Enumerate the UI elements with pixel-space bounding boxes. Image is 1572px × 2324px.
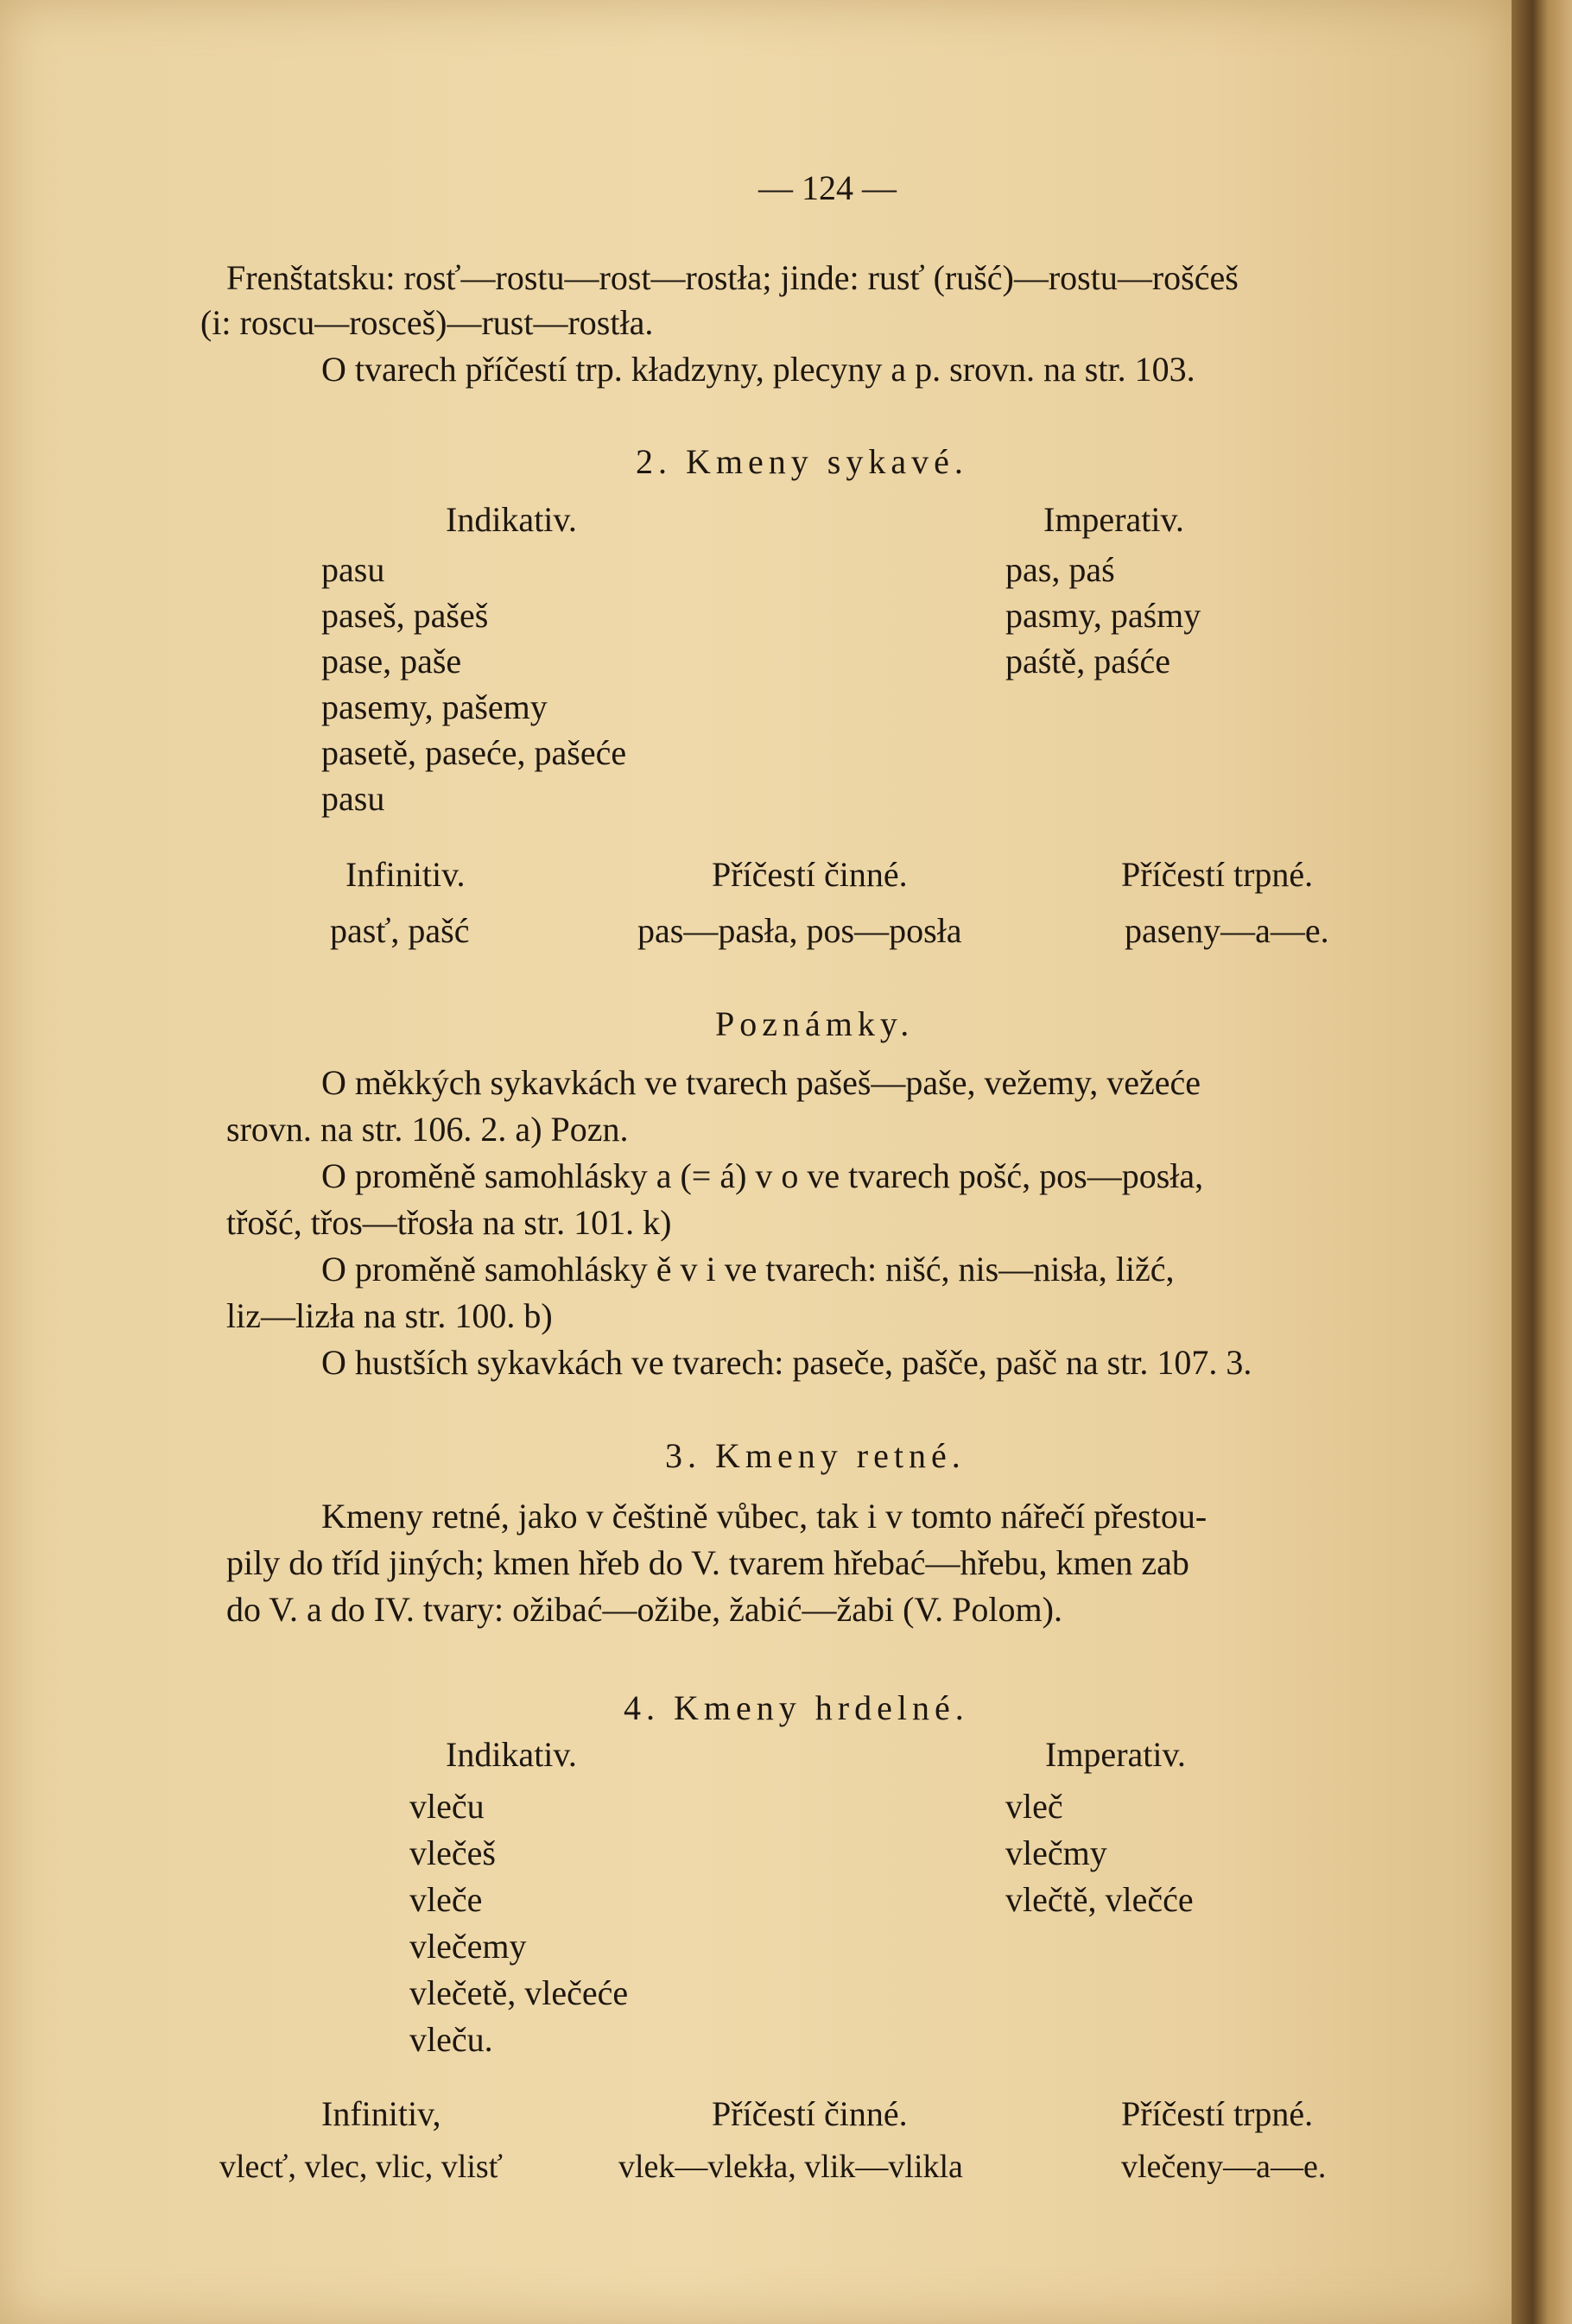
section-2-pricesti-cinne-value: pas—pasła, pos—posła	[637, 911, 962, 950]
section-4-pricesti-cinne-label: Příčestí činné.	[712, 2094, 908, 2133]
section-2-imperativ-row: pas, paś	[1005, 550, 1115, 589]
poznamky-line: třošć, třos—třosła na str. 101. k)	[226, 1203, 672, 1242]
section-2-pricesti-trpne-label: Příčestí trpné.	[1121, 855, 1314, 894]
section-4-indikativ-row: vleču.	[409, 2020, 493, 2059]
poznamky-line: srovn. na str. 106. 2. a) Pozn.	[226, 1110, 629, 1149]
poznamky-line: liz—lizła na str. 100. b)	[226, 1296, 553, 1335]
section-2-indikativ-row: pasu	[321, 779, 385, 818]
section-4-imperativ-row: vlečtě, vlečće	[1005, 1880, 1194, 1919]
section-2-imperativ-label: Imperativ.	[1043, 500, 1184, 539]
section-4-indikativ-label: Indikativ.	[446, 1735, 577, 1774]
section-2-indikativ-row: pasu	[321, 550, 385, 589]
intro-line-2: (i: roscu—rosceš)—rust—rostła.	[200, 303, 654, 342]
section-4-pricesti-trpne-label: Příčestí trpné.	[1121, 2094, 1314, 2133]
section-4-imperativ-row: vlečmy	[1005, 1833, 1107, 1872]
poznamky-line: O měkkých sykavkách ve tvarech pašeš—paše, vežemy, vežeće	[321, 1063, 1201, 1102]
intro-line-3: O tvarech příčestí trp. kładzyny, plecyny a p. srovn. na str. 103.	[321, 350, 1195, 389]
section-2-indikativ-row: pase, paše	[321, 642, 462, 681]
section-2-heading: 2. Kmeny sykavé.	[636, 442, 968, 481]
poznamky-line-text: O proměně samohlásky a (= á) v o ve tvarech pošć, pos—posła,	[321, 1156, 1204, 1195]
poznamky-heading: Poznámky.	[715, 1004, 915, 1043]
section-4-heading: 4. Kmeny hrdelné.	[624, 1688, 969, 1727]
section-2-indikativ-row: paseš, pašeš	[321, 596, 489, 635]
section-4-indikativ-row: vlečeš	[409, 1833, 496, 1872]
section-3-line: pily do tříd jiných; kmen hřeb do V. tvarem hřebać—hřebu, kmen zab	[226, 1543, 1189, 1582]
section-2-infinitiv-value: pasť, pašć	[330, 911, 470, 950]
section-4-indikativ-row: vlečemy	[409, 1927, 527, 1966]
section-3-line: Kmeny retné, jako v češtině vůbec, tak i v tomto nářečí přestou-	[321, 1497, 1208, 1536]
section-2-indikativ-label: Indikativ.	[446, 500, 577, 539]
book-spine	[1512, 0, 1572, 2324]
section-4-indikativ-row: vleče	[409, 1880, 483, 1919]
section-3-heading: 3. Kmeny retné.	[665, 1436, 966, 1475]
section-4-indikativ-row: vlečetě, vlečeće	[409, 1973, 629, 2012]
section-2-infinitiv-label: Infinitiv.	[345, 855, 466, 894]
section-4-imperativ-label: Imperativ.	[1045, 1735, 1186, 1774]
section-2-pricesti-trpne-value: paseny—a—e.	[1125, 911, 1329, 950]
section-2-indikativ-row: pasetě, paseće, pašeće	[321, 733, 627, 772]
page-number: — 124 —	[758, 168, 897, 207]
section-2-imperativ-row: pasmy, paśmy	[1005, 596, 1201, 635]
section-2-pricesti-cinne-label: Příčestí činné.	[712, 855, 908, 894]
section-4-imperativ-row: vleč	[1005, 1787, 1063, 1826]
section-2-imperativ-row: paśtě, paśće	[1005, 642, 1171, 681]
poznamky-line: O hustších sykavkách ve tvarech: paseče, pašče, pašč na str. 107. 3.	[321, 1343, 1252, 1382]
section-4-infinitiv-value: vlecť, vlec, vlic, vlisť	[219, 2149, 503, 2185]
poznamky-line	[321, 1156, 1204, 1195]
section-4-infinitiv-label: Infinitiv,	[321, 2094, 441, 2133]
intro-line-1: Frenštatsku: rosť—rostu—rost—rostła; jinde: rusť (rušć)—rostu—rošćeš	[226, 258, 1239, 297]
section-4-pricesti-trpne-value: vlečeny—a—e.	[1121, 2149, 1327, 2185]
section-4-pricesti-cinne-value: vlek—vlekła, vlik—vlikla	[618, 2149, 963, 2185]
section-3-line: do V. a do IV. tvary: ožibać—ožibe, žabić—žabi (V. Polom).	[226, 1590, 1062, 1629]
poznamky-line: O proměně samohlásky ě v i ve tvarech: nišć, nis—nisła, ližć,	[321, 1250, 1175, 1289]
section-2-indikativ-row: pasemy, pašemy	[321, 687, 548, 726]
section-4-indikativ-row: vleču	[409, 1787, 485, 1826]
